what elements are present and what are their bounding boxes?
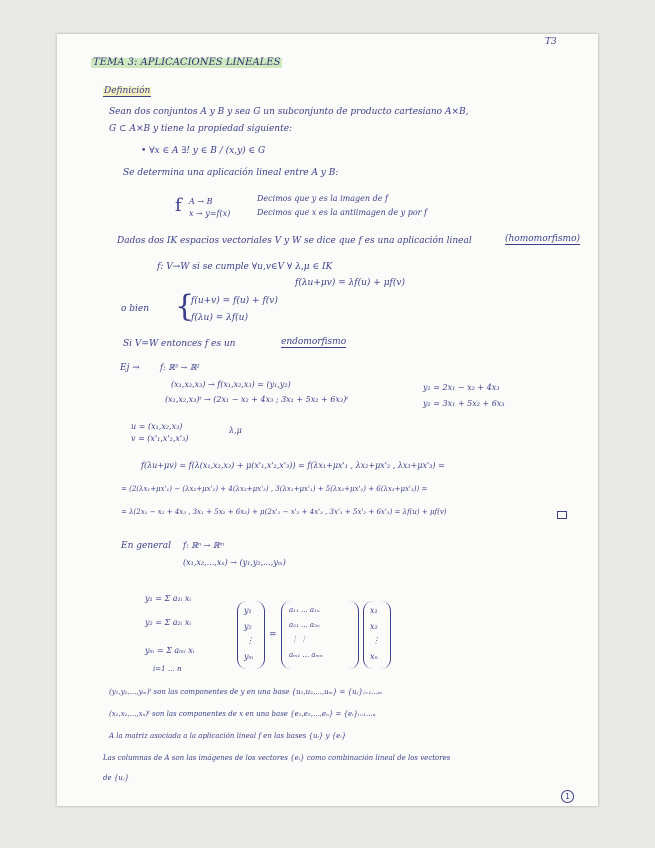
v-definition: v = (x'₁,x'₂,x'₃) xyxy=(131,434,189,443)
condition-homogeneous: f(λu) = λf(u) xyxy=(191,313,248,323)
endo-line: Si V=W entonces f es un xyxy=(123,339,236,349)
vector-y-entry: y₂ xyxy=(244,622,252,631)
homomorfismo-label: (homomorfismo) xyxy=(505,234,581,244)
general-map: f: ℝⁿ → ℝᵐ xyxy=(183,541,225,550)
bottom-line-3: A la matriz asociada a la aplicación lineal f en las bases {uᵢ} y {eᵢ} xyxy=(109,732,347,740)
sum-y1: y₁ = Σ a₁ᵢ xᵢ xyxy=(145,594,191,603)
bottom-line-5: de {uⱼ} xyxy=(103,774,130,782)
bottom-line-2: (x₁,x₂,...,xₙ)ᵗ son las componentes de x en una base {e₁,e₂,...,eₙ} = {eᵢ}ᵢ₌₁...ₙ xyxy=(109,710,376,718)
page-number: 1 xyxy=(561,790,574,803)
page-code: T3 xyxy=(545,37,557,47)
notebook-page xyxy=(57,34,598,806)
f-description-1: Decimos que y es la imagen de f xyxy=(257,194,388,203)
matrix-row: a₂₁ ... a₂ₙ xyxy=(289,621,320,629)
matrix-equals: = xyxy=(269,630,277,640)
definition-line-4: Se determina una aplicación lineal entre A y B: xyxy=(123,168,339,178)
example-definition-2: (x₁,x₂,x₃)ᵗ → (2x₁ − x₂ + 4x₃ ; 3x₁ + 5x₂ + 6x₃)ᵗ xyxy=(165,395,349,404)
y2-equation: y₂ = 3x₁ + 5x₂ + 6x₃ xyxy=(423,399,505,408)
definicion-heading: Definición xyxy=(104,86,151,96)
vector-x-entry: ⋮ xyxy=(372,636,380,645)
vector-x xyxy=(363,601,391,669)
condition-brace: { xyxy=(175,289,195,324)
lambda-mu: λ,μ xyxy=(229,426,242,435)
example-label: Ej → xyxy=(120,363,140,373)
sum-y2: y₂ = Σ a₂ᵢ xᵢ xyxy=(145,618,191,627)
sum-ym: yₘ = Σ aₘᵢ xᵢ xyxy=(145,646,195,655)
calculation-line-1: f(λu+μv) = f(λ(x₁,x₂,x₃) + μ(x'₁,x'₂,x'₃)) = f(λx₁+μx'₁ , λx₂+μx'₂ , λx₃+μx'₃) = xyxy=(141,461,445,470)
sum-limits: i=1 … n xyxy=(153,665,182,673)
f-map-line-1: A → B xyxy=(189,197,213,206)
matrix-a xyxy=(281,601,359,669)
matrix-row: aₘ₁ ... aₘₙ xyxy=(289,651,323,659)
calculation-line-3: = λ(2x₁ − x₂ + 4x₃ , 3x₁ + 5x₂ + 6x₃) + μ(2x'₁ − x'₂ + 4x'₃ , 3x'₁ + 5x'₂ + 6x'₃) = λf(u) + μf(v) xyxy=(121,508,447,516)
vector-y-entry: y₁ xyxy=(244,606,252,615)
page-title: TEMA 3: APLICACIONES LINEALES xyxy=(93,57,281,68)
definition-line-2: G ⊂ A×B y tiene la propiedad siguiente: xyxy=(109,124,293,134)
general-label: En general xyxy=(121,541,171,551)
o-bien-label: o bien xyxy=(121,304,150,314)
f-description-2: Decimos que x es la antiimagen de y por f xyxy=(257,208,427,217)
condition-additive: f(u+v) = f(u) + f(v) xyxy=(191,296,278,306)
fvw-line: f: V→W si se cumple ∀u,v∈V ∀ λ,μ ∈ IK xyxy=(157,262,333,272)
vector-y-entry: ⋮ xyxy=(246,636,254,645)
example-definition-1: (x₁,x₂,x₃) → f(x₁,x₂,x₃) = (y₁,y₂) xyxy=(171,380,291,389)
bottom-line-1: (y₁,y₂,...,yₘ)ᵗ son las componentes de y en una base {u₁,u₂,...,uₘ} = {uⱼ}ⱼ₌₁...ₘ xyxy=(109,688,383,696)
y1-equation: y₁ = 2x₁ − x₂ + 4x₃ xyxy=(423,383,500,392)
combined-condition: f(λu+μv) = λf(u) + μf(v) xyxy=(295,278,405,288)
dados-line: Dados dos IK espacios vectoriales V y W se dice que f es una aplicación lineal xyxy=(117,236,472,246)
bottom-line-4: Las columnas de A son las imágenes de los vectores {eᵢ} como combinación lineal de los vectores xyxy=(103,754,451,762)
vector-x-entry: x₂ xyxy=(370,622,378,631)
f-map-line-2: x → y=f(x) xyxy=(189,209,231,218)
vector-x-entry: x₁ xyxy=(370,606,378,615)
u-definition: u = (x₁,x₂,x₃) xyxy=(131,422,183,431)
endomorfismo-label: endomorfismo xyxy=(281,337,347,347)
f-symbol: f xyxy=(175,195,182,216)
matrix-row: ⋮ ⋮ xyxy=(291,635,308,643)
vector-y xyxy=(237,601,265,669)
calculation-line-2: = (2(λx₁+μx'₁) − (λx₂+μx'₂) + 4(λx₃+μx'₃) , 3(λx₁+μx'₁) + 5(λx₂+μx'₂) + 6(λx₃+μx'₃)) = xyxy=(121,485,428,493)
vector-x-entry: xₙ xyxy=(370,652,378,661)
general-definition: (x₁,x₂,...,xₙ) → (y₁,y₂,...,yₘ) xyxy=(183,558,286,567)
qed-square xyxy=(557,511,567,519)
definition-line-1: Sean dos conjuntos A y B y sea G un subconjunto de producto cartesiano A×B, xyxy=(109,107,469,117)
vector-y-entry: yₘ xyxy=(244,652,254,661)
example-map: f: ℝ³ → ℝ² xyxy=(160,363,200,372)
definition-line-3: • ∀x ∈ A ∃! y ∈ B / (x,y) ∈ G xyxy=(141,146,266,156)
matrix-row: a₁₁ ... a₁ₙ xyxy=(289,606,320,614)
